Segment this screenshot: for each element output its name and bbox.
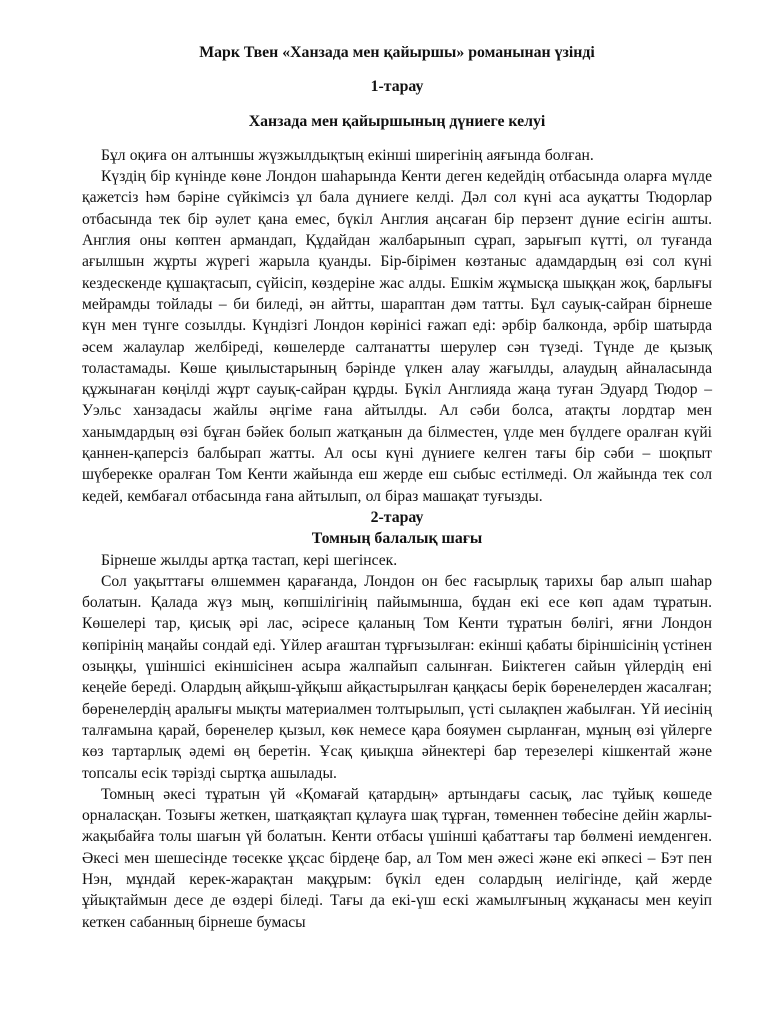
- chapter-2-paragraph: Томның әкесі тұратын үй «Қомағай қатардың» артындағы сасық, лас тұйық көшеде орналасқан. Тозығы жеткен, шатқаяқтап құлауға шақ тұрған, төменнен төбесіне дейін жарлы-жақыбайға толы шағын үй болатын. Кенти отбасы үшінші қабаттағы тар бөлмені иемденген. Әкесі мен шешесінде төсекке ұқсас бірдеңе бар, ал Том мен әжесі және екі әпкесі – Бэт пен Нэн, мұндай керек-жарақтан мақұрым: бүкіл еден солардың иелігінде, қай жерде ұйықтаймын десе де өздері біледі. Тағы да екі-үш ескі жамылғының жұқанасы мен кеуіп кеткен сабанның бірнеше бумасы: [82, 785, 712, 931]
- chapter-1-heading: Ханзада мен қайыршының дүниеге келуі: [248, 112, 546, 130]
- chapter-1-paragraph: Бұл оқиға он алтыншы жүзжылдықтың екінші ширегінің аяғында болған.: [101, 146, 594, 164]
- chapter-1-number: 1-тарау: [370, 78, 424, 96]
- document-page: [82, 42, 712, 933]
- chapter-2-paragraph: Сол уақыттағы өлшеммен қарағанда, Лондон он бес ғасырлық тарихы бар алып шаһар болатын. Қалада жүз мың, көпшілігінің пайымынша, бұдан екі есе көп адам тұратын. Көшелері тар, қисық әрі лас, әсіресе қаланың Том Кенти тұратын бөлігі, яғни Лондон көпірінің маңайы сондай еді. Үйлер ағаштан тұрғызылған: екінші қабаты біріншісінің үстінен озыңқы, үшіншісі екіншісінен асыра жалпайып салынған. Биіктеген сайын үйлердің ені кеңейе береді. Олардың айқыш-ұйқыш айқастырылған қаңқасы берік бөренелерден жасалған; бөренелердің аралығы мықты материалмен толтырылып, үсті сылақпен жабылған. Үй иесінің талғамына қарай, бөренелер қызыл, көк немесе қара бояумен сырланған, мұның өзі үйлерге көз тартарлық әдемі өң беретін. Ұсақ қиықша әйнектері бар терезелері кішкентай және топсалы есік тәрізді сыртқа ашылады.: [82, 572, 713, 782]
- document-title: Марк Твен «Ханзада мен қайыршы» романынан үзінді: [199, 44, 595, 61]
- chapter-2-heading: Томның балалық шағы: [311, 530, 483, 548]
- chapter-1-paragraph: Күздің бір күнінде көне Лондон шаһарында Кенти деген кедейдің отбасында оларға мүлде қажетсіз һәм бәріне сүйкімсіз ұл бала дүниеге келді. Дәл сол күні аса ауқатты Тюдорлар отбасында тек бір әулет қана емес, бүкіл Англия аңсаған бір перзент дүние есігін ашты. Англия оны көптен армандап, Құдайдан жалбарынып сұрап, зарығып күтті, ол туғанда ағылшын жұрты жүрегі жарыла қуанды. Бір-бірімен көзтаныс адамдардың өзі сол күні кездескенде құшақтасып, сүйісіп, көздеріне жас алды. Ешкім жұмысқа шыққан жоқ, барлығы мейрамды тойлады – би биледі, ән айтты, шараптан дәм татты. Бұл сауық-сайран бірнеше күн мен түнге созылды. Күндізгі Лондон көрінісі ғажап еді: әрбір балконда, әрбір шатырда әсем жалаулар желбіреді, көшелерде салтанатты шерулер сән түзеді. Түнде де қызық толастамады. Көше қиылыстарының бәрінде үлкен алау жағылды, алаудың айналасында құжынаған көңілді жұрт сауық-сайран құрды. Бүкіл Англияда жаңа туған Эдуард Тюдор – Уэльс ханзадасы жайлы әңгіме ғана айтылды. Ал сәби болса, атақты лордтар мен ханымдардың өзі бұған бәйек болып жатқанын да білместен, үлде мен бүлдеге оралған күйі қаннен-қаперсіз балбырап жатты. Ал осы күні дүниеге келген тағы бір сәби – шоқпыт шүберекке оралған Том Кенти жайында еш жерде еш сыбыс естілмеді. Ол жайында тек сол кедей, кембағал отбасында ғана айтылып, ол біраз машақат туғызды.: [82, 168, 712, 505]
- chapter-2-paragraph: Бірнеше жылды артқа тастап, кері шегінсек.: [101, 551, 398, 569]
- chapter-2-number: 2-тарау: [370, 508, 424, 526]
